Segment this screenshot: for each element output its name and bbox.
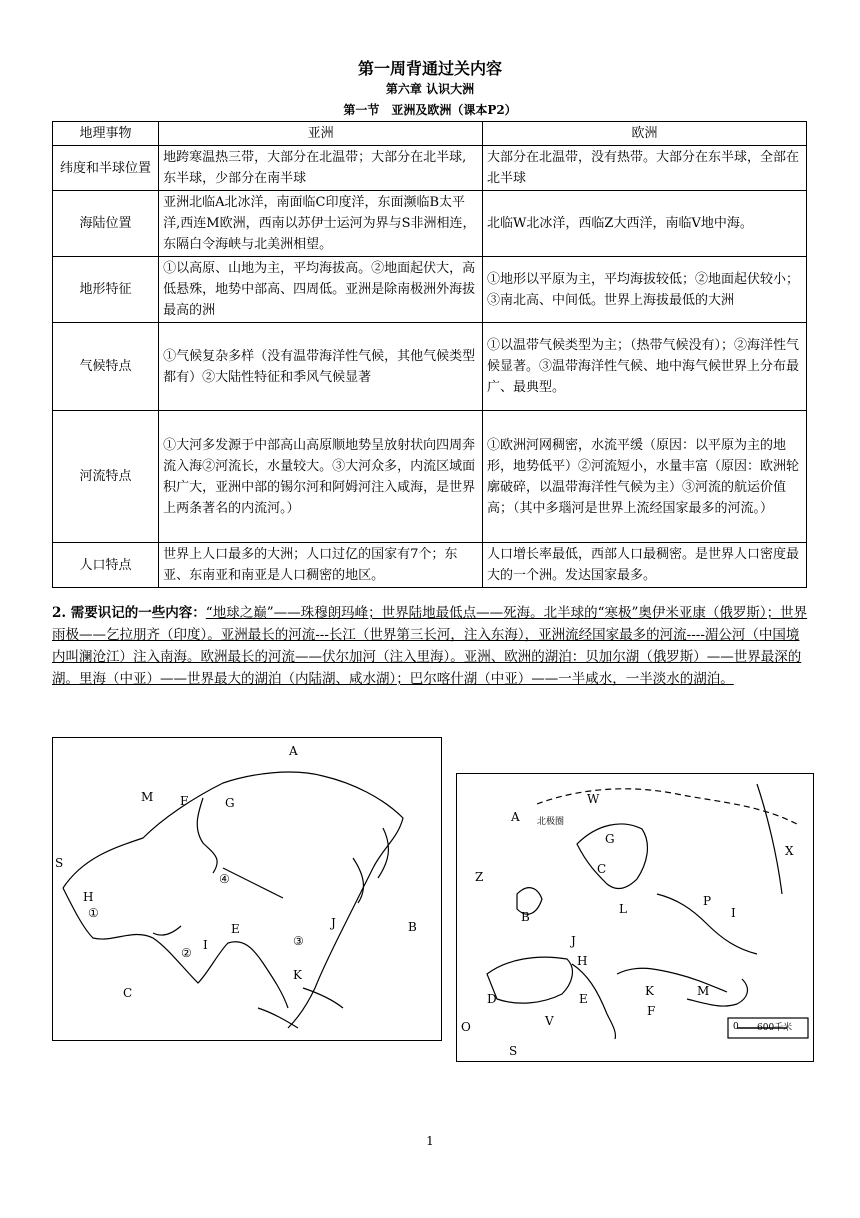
- map-label-E: E: [579, 992, 588, 1006]
- map-label-H: H: [577, 954, 588, 968]
- map-label-circle-1: ①: [88, 906, 99, 920]
- row-label: 地形特征: [53, 257, 159, 323]
- table-row: [53, 411, 807, 543]
- asia-cell: ①气候复杂多样（没有温带海洋性气候，其他气候类型都有）②大陆性特征和季风气候显著: [159, 323, 483, 411]
- europe-cell: 人口增长率最低，西部人口最稠密。是世界人口密度最大的一个洲。发达国家最多。: [483, 543, 807, 588]
- asia-map-drawing: [53, 738, 441, 1040]
- asia-cell: 亚洲北临A北冰洋，南面临C印度洋，东面濒临B太平洋,西连M欧洲，西南以苏伊士运河为界与S非洲相连，东隔白令海峡与北美洲相望。: [159, 191, 483, 257]
- table-header: 地理事物: [53, 122, 159, 146]
- map-label-S: S: [509, 1044, 518, 1058]
- map-label-B: B: [521, 910, 530, 924]
- asia-cell: ①大河多发源于中部高山高原顺地势呈放射状向四周奔流入海②河流长，水量较大。③大河众多，内流区域面积广大，亚洲中部的锡尔河和阿姆河注入咸海，是世界上两条著名的内流河。）: [159, 411, 483, 543]
- europe-cell: ①地形以平原为主，平均海拔较低；②地面起伏较小；③南北高、中间低。世界上海拔最低的大洲: [483, 257, 807, 323]
- map-label-F: F: [180, 794, 189, 808]
- map-label-W: W: [587, 792, 600, 806]
- notes-paragraph: [52, 602, 812, 690]
- map-label-circle-4: ④: [219, 872, 230, 886]
- map-label-E: E: [231, 922, 240, 936]
- table-row: [53, 323, 807, 411]
- map-label-J: J: [571, 934, 576, 948]
- page-title: 第一周背通过关内容: [357, 59, 502, 78]
- row-label: 纬度和半球位置: [53, 146, 159, 191]
- map-label-circle-2: ②: [181, 946, 192, 960]
- map-label-M: M: [697, 984, 710, 998]
- scale-zero: 0: [733, 1022, 739, 1032]
- map-label-circle-3: ③: [293, 934, 304, 948]
- map-label-K: K: [293, 968, 302, 982]
- europe-cell: 大部分在北温带，没有热带。大部分在东半球，全部在北半球: [483, 146, 807, 191]
- asia-cell: 世界上人口最多的大洲；人口过亿的国家有7个；东亚、东南亚和南亚是人口稠密的地区。: [159, 543, 483, 588]
- table-header-row: [53, 122, 807, 146]
- map-label-D: D: [487, 992, 497, 1006]
- map-label-G: G: [225, 796, 235, 810]
- page-number: 1: [426, 1134, 434, 1148]
- europe-cell: 北临W北冰洋，西临Z大西洋，南临V地中海。: [483, 191, 807, 257]
- map-label-G: G: [605, 832, 615, 846]
- map-label-C: C: [123, 986, 133, 1000]
- map-label-K: K: [645, 984, 654, 998]
- scale-distance: 600千米: [757, 1023, 793, 1033]
- map-label-A: A: [511, 810, 520, 824]
- map-label-P: P: [703, 894, 712, 908]
- map-label-Z: Z: [475, 870, 484, 884]
- row-label: 河流特点: [53, 411, 159, 543]
- map-label-X: X: [785, 844, 794, 858]
- map-label-F: F: [647, 1004, 656, 1018]
- row-label: 海陆位置: [53, 191, 159, 257]
- map-label-A: A: [289, 744, 298, 758]
- map-label-C: C: [597, 862, 607, 876]
- table-row: [53, 257, 807, 323]
- table-header: 欧洲: [483, 122, 807, 146]
- asia-cell: 地跨寒温热三带，大部分在北温带；大部分在北半球,东半球，少部分在南半球: [159, 146, 483, 191]
- table-row: [53, 146, 807, 191]
- europe-cell: ①以温带气候类型为主；（热带气候没有）；②海洋性气候显著。③温带海洋性气候、地中海气候世界上分布最广、最典型。: [483, 323, 807, 411]
- map-label-I: I: [731, 906, 736, 920]
- map-label-J: J: [331, 916, 336, 930]
- asia-map: [52, 737, 442, 1041]
- map-label-H: H: [83, 890, 94, 904]
- table-row: [53, 191, 807, 257]
- map-label-M: M: [141, 790, 154, 804]
- map-label-arctic-circle: 北极圈: [537, 817, 565, 827]
- europe-map: [456, 773, 814, 1062]
- chapter-heading: 第六章 认识大洲: [385, 82, 475, 96]
- comparison-table: [52, 121, 807, 588]
- row-label: 气候特点: [53, 323, 159, 411]
- map-label-V: V: [545, 1014, 554, 1028]
- notes-heading: 2. 需要识记的一些内容：: [52, 605, 206, 621]
- map-label-L: L: [619, 902, 627, 916]
- asia-cell: ①以高原、山地为主，平均海拔高。②地面起伏大，高低悬殊，地势中部高、四周低。亚洲是除南极洲外海拔最高的洲: [159, 257, 483, 323]
- row-label: 人口特点: [53, 543, 159, 588]
- map-label-S: S: [55, 856, 64, 870]
- map-label-B: B: [408, 920, 417, 934]
- europe-cell: ①欧洲河网稠密，水流平缓（原因：以平原为主的地形，地势低平）②河流短小，水量丰富（原因：欧洲轮廓破碎，以温带海洋性气候为主）③河流的航运价值高；（其中多瑙河是世界上流经国家最多的河流。）: [483, 411, 807, 543]
- notes-text: “地球之巅”——珠穆朗玛峰；世界陆地最低点——死海。北半球的“寒极”奥伊米亚康（俄罗斯）；世界雨极——乞拉朋齐（印度）。亚洲最长的河流---长江（世界第三长河，注入东海），亚洲流经国家最多的河流----湄公河（中国境内叫澜沧江）注入南海。欧洲最长的河流——伏尔加河（注入里海）。亚洲、欧洲的湖泊：贝加尔湖（俄罗斯）——世界最深的湖。里海（中亚）——世界最大的湖泊（内陆湖、咸水湖）；巴尔喀什湖（中亚）——一半咸水，一半淡水的湖泊。: [52, 605, 808, 687]
- section-heading: 第一节 亚洲及欧洲（课本P2）: [343, 103, 517, 117]
- table-row: [53, 543, 807, 588]
- map-label-O: O: [461, 1020, 471, 1034]
- map-label-I: I: [203, 938, 208, 952]
- table-header: 亚洲: [159, 122, 483, 146]
